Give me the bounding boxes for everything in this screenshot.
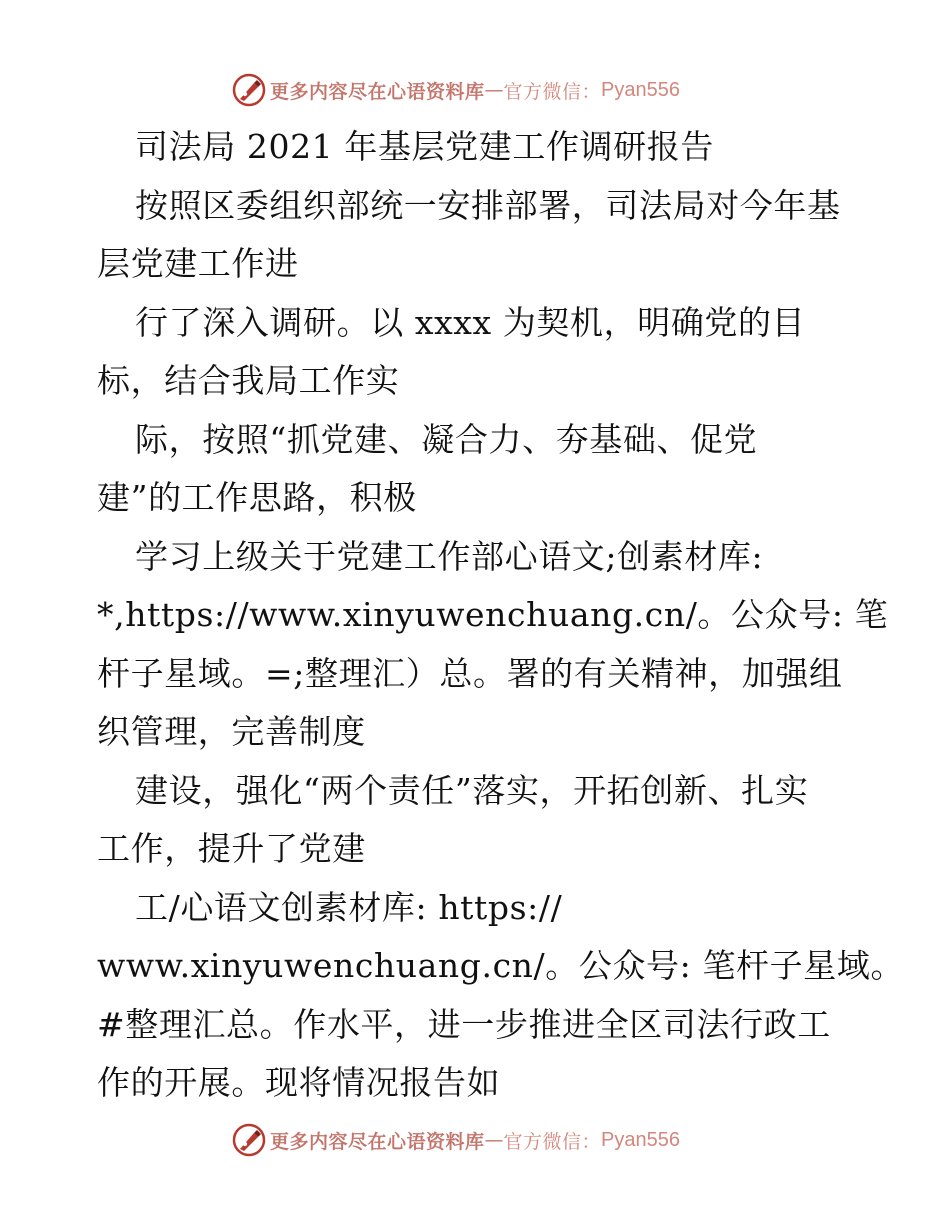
watermark-header <box>232 72 680 108</box>
paragraph-line: 按照区委组织部统一安排部署，司法局对今年基 <box>135 185 841 225</box>
watermark-id: Pyan556 <box>601 1128 680 1151</box>
paragraph-line: 层党建工作进 <box>97 244 299 283</box>
watermark-dash: — <box>484 1129 504 1151</box>
watermark-footer <box>232 1122 680 1158</box>
watermark-id: Pyan556 <box>601 78 680 101</box>
document-body <box>97 118 905 1113</box>
pen-logo-icon <box>232 73 266 107</box>
paragraph-line: *,https://www.xinyuwenchuang.cn/。公众号: 笔 <box>97 595 889 634</box>
document-title: 司法局 2021 年基层党建工作调研报告 <box>135 127 714 166</box>
paragraph-line: www.xinyuwenchuang.cn/。公众号: 笔杆子星域。 <box>97 946 905 985</box>
paragraph-line: 标，结合我局工作实 <box>97 361 400 400</box>
paragraph-line: 作的开展。现将情况报告如 <box>97 1063 501 1102</box>
paragraph-line: 行了深入调研。以 xxxx 为契机，明确党的目 <box>135 302 806 342</box>
paragraph-line: 杆子星域。=;整理汇）总。署的有关精神，加强组 <box>97 653 843 693</box>
paragraph-line: 学习上级关于党建工作部心语文;创素材库: <box>135 536 764 576</box>
pen-logo-icon <box>232 1123 266 1157</box>
paragraph-line: 织管理，完善制度 <box>97 712 366 751</box>
paragraph-line: 建”的工作思路，积极 <box>97 478 417 517</box>
watermark-dash: — <box>484 79 504 101</box>
watermark-sub-text: 官方微信： <box>503 1130 602 1153</box>
watermark-main-text: 更多内容尽在心语资料库 <box>270 80 485 103</box>
watermark-sub-text: 官方微信： <box>503 80 602 103</box>
watermark-main-text: 更多内容尽在心语资料库 <box>270 1130 485 1153</box>
paragraph-line: 工作，提升了党建 <box>97 829 366 868</box>
paragraph-line: 际，按照“抓党建、凝合力、夯基础、促党 <box>135 419 758 459</box>
paragraph-line: #整理汇总。作水平，进一步推进全区司法行政工 <box>97 1004 831 1044</box>
paragraph-line: 建设，强化“两个责任”落实，开拓创新、扎实 <box>135 770 809 810</box>
paragraph-line: 工/心语文创素材库: https:// <box>135 887 563 927</box>
